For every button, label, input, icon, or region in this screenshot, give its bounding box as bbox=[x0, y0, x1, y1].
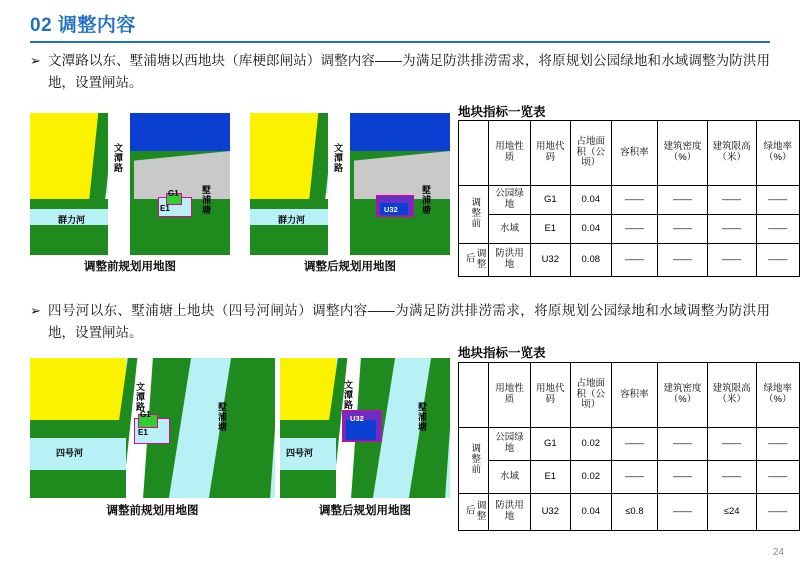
cell-density: —— bbox=[658, 461, 708, 494]
table-body bbox=[459, 186, 800, 277]
table-row bbox=[459, 461, 800, 494]
road-wentan bbox=[328, 113, 350, 255]
table-head bbox=[459, 121, 800, 186]
th-density: 建筑密度（%） bbox=[658, 121, 708, 186]
label-river-sihao: 四号河 bbox=[56, 448, 84, 458]
index-table-1 bbox=[458, 120, 800, 277]
cell-density: —— bbox=[658, 244, 708, 277]
cell-density: —— bbox=[658, 215, 708, 244]
index-table-2 bbox=[458, 362, 800, 531]
th-rowgroup bbox=[459, 121, 489, 186]
label-road-wentan: 文潭路 bbox=[135, 382, 145, 412]
cell-green-ratio: —— bbox=[756, 186, 799, 215]
cell-green-ratio: —— bbox=[756, 244, 799, 277]
th-rowgroup bbox=[459, 363, 489, 428]
th-height: 建筑限高（米） bbox=[707, 121, 756, 186]
caption-after-1: 调整后规划用地图 bbox=[304, 261, 396, 273]
label-road-wentan: 文潭路 bbox=[343, 380, 353, 410]
bullet-paragraph-2 bbox=[30, 300, 770, 345]
label-road-wentan: 文潭路 bbox=[333, 143, 343, 173]
cell-land-use: 防洪用地 bbox=[489, 244, 530, 277]
th-far: 容积率 bbox=[611, 363, 658, 428]
table-row bbox=[459, 428, 800, 461]
table-row bbox=[459, 186, 800, 215]
cell-height: —— bbox=[707, 461, 756, 494]
table-body bbox=[459, 428, 800, 531]
commercial-block-blue bbox=[130, 113, 230, 151]
cell-density: —— bbox=[658, 494, 708, 531]
label-river-shupu: 墅浦塘 bbox=[201, 185, 211, 215]
header-divider bbox=[30, 41, 770, 43]
cell-land-code: U32 bbox=[530, 494, 570, 531]
cell-height: ≤24 bbox=[707, 494, 756, 531]
cell-height: —— bbox=[707, 215, 756, 244]
cell-height: —— bbox=[707, 186, 756, 215]
table-title-1: 地块指标一览表 bbox=[458, 105, 546, 119]
table-row bbox=[459, 244, 800, 277]
cell-far: —— bbox=[611, 186, 658, 215]
bullet-text-2: 四号河以东、墅浦塘上地块（四号河闸站）调整内容——为满足防洪排涝需求，将原规划公园绿地和水域调整为防洪用地，设置闸站。 bbox=[48, 303, 770, 341]
th-land-code: 用地代码 bbox=[530, 121, 570, 186]
cell-far: ≤0.8 bbox=[611, 494, 658, 531]
green-area-lower-left bbox=[280, 470, 336, 498]
cell-green-ratio: —— bbox=[756, 494, 799, 531]
tag-u32: U32 bbox=[384, 205, 398, 214]
bullet-marker-icon: ➢ bbox=[30, 53, 41, 68]
table-title-2: 地块指标一览表 bbox=[458, 346, 546, 360]
label-road-wentan: 文潭路 bbox=[113, 143, 123, 173]
green-strip-left bbox=[280, 420, 336, 438]
green-strip-left bbox=[30, 420, 126, 438]
tag-g1: G1 bbox=[140, 410, 151, 419]
caption-before-2: 调整前规划用地图 bbox=[106, 505, 199, 517]
tag-e1: E1 bbox=[160, 204, 170, 213]
th-land-code: 用地代码 bbox=[530, 363, 570, 428]
rowgroup-after: 调整后 bbox=[459, 494, 489, 531]
green-area-lower-left bbox=[30, 199, 108, 255]
cell-area: 0.04 bbox=[570, 215, 611, 244]
cell-height: —— bbox=[707, 428, 756, 461]
cell-area: 0.08 bbox=[570, 244, 611, 277]
cell-area: 0.02 bbox=[570, 461, 611, 494]
th-density: 建筑密度（%） bbox=[658, 363, 708, 428]
cell-land-code: E1 bbox=[530, 461, 570, 494]
caption-before-1: 调整前规划用地图 bbox=[84, 261, 176, 273]
page-title: 02 调整内容 bbox=[30, 15, 136, 36]
cell-land-use: 公园绿地 bbox=[489, 428, 530, 461]
table-head bbox=[459, 363, 800, 428]
page-number: 24 bbox=[772, 547, 784, 558]
bullet-text-1: 文潭路以东、墅浦塘以西地块（库梗郎闸站）调整内容——为满足防洪排涝需求，将原规划公园绿地和水域调整为防洪用地，设置闸站。 bbox=[48, 53, 770, 91]
label-river-sihao: 四号河 bbox=[286, 448, 314, 458]
cell-green-ratio: —— bbox=[756, 215, 799, 244]
map-before-2 bbox=[30, 358, 275, 498]
table-row bbox=[459, 494, 800, 531]
rowgroup-after: 调整后 bbox=[459, 244, 489, 277]
bullet-marker-icon: ➢ bbox=[30, 303, 41, 318]
table-header-row bbox=[459, 363, 800, 428]
table-row bbox=[459, 215, 800, 244]
map-after-2 bbox=[280, 358, 450, 498]
cell-land-code: G1 bbox=[530, 428, 570, 461]
cell-density: —— bbox=[658, 428, 708, 461]
bullet-paragraph-1 bbox=[30, 50, 770, 95]
rowgroup-before: 调整前 bbox=[459, 428, 489, 494]
th-height: 建筑限高（米） bbox=[707, 363, 756, 428]
th-land-use: 用地性质 bbox=[489, 121, 530, 186]
slide-header bbox=[30, 10, 770, 43]
cell-land-code: G1 bbox=[530, 186, 570, 215]
label-river-qunli: 群力河 bbox=[58, 215, 86, 225]
label-river-shupu: 墅浦塘 bbox=[417, 402, 427, 432]
th-area: 占地面积（公顷） bbox=[570, 363, 611, 428]
cell-height: —— bbox=[707, 244, 756, 277]
tag-e1: E1 bbox=[138, 428, 148, 437]
cell-area: 0.02 bbox=[570, 428, 611, 461]
green-area-lower-left bbox=[250, 199, 328, 255]
label-river-qunli: 群力河 bbox=[278, 215, 306, 225]
cell-land-code: U32 bbox=[530, 244, 570, 277]
map-after-1 bbox=[250, 113, 450, 255]
th-area: 占地面积（公顷） bbox=[570, 121, 611, 186]
parcel-u32-fill bbox=[346, 420, 376, 440]
residential-block-yellow bbox=[30, 358, 126, 420]
caption-after-2: 调整后规划用地图 bbox=[319, 505, 411, 517]
cell-green-ratio: —— bbox=[756, 461, 799, 494]
cell-land-use: 公园绿地 bbox=[489, 186, 530, 215]
cell-land-use: 水域 bbox=[489, 215, 530, 244]
residential-block-yellow bbox=[280, 358, 336, 420]
th-land-use: 用地性质 bbox=[489, 363, 530, 428]
cell-green-ratio: —— bbox=[756, 428, 799, 461]
label-river-shupu: 墅浦塘 bbox=[421, 185, 431, 215]
cell-far: —— bbox=[611, 428, 658, 461]
cell-land-use: 防洪用地 bbox=[489, 494, 530, 531]
cell-density: —— bbox=[658, 186, 708, 215]
th-far: 容积率 bbox=[611, 121, 658, 186]
cell-land-use: 水域 bbox=[489, 461, 530, 494]
commercial-block-blue bbox=[350, 113, 450, 151]
cell-land-code: E1 bbox=[530, 215, 570, 244]
th-green-ratio: 绿地率（%） bbox=[756, 121, 799, 186]
cell-far: —— bbox=[611, 215, 658, 244]
road-wentan bbox=[108, 113, 130, 255]
th-green-ratio: 绿地率（%） bbox=[756, 363, 799, 428]
cell-area: 0.04 bbox=[570, 494, 611, 531]
rowgroup-before: 调整前 bbox=[459, 186, 489, 244]
green-area-lower-left bbox=[30, 470, 126, 498]
table-header-row bbox=[459, 121, 800, 186]
map-before-1 bbox=[30, 113, 230, 255]
label-river-shupu: 墅浦塘 bbox=[217, 402, 227, 432]
cell-area: 0.04 bbox=[570, 186, 611, 215]
cell-far: —— bbox=[611, 244, 658, 277]
cell-far: —— bbox=[611, 461, 658, 494]
tag-g1: G1 bbox=[168, 189, 179, 198]
tag-u32: U32 bbox=[350, 414, 364, 423]
